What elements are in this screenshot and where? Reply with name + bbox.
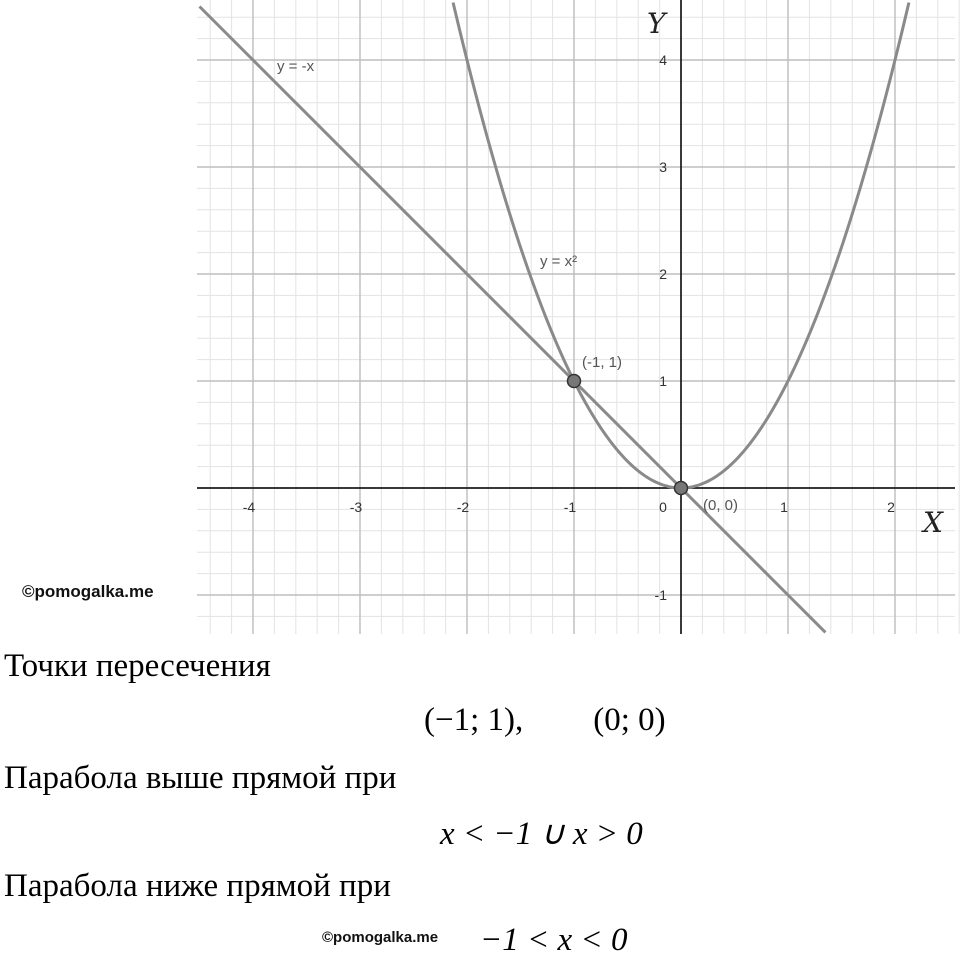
points	[568, 354, 739, 514]
y-tick-label: 2	[659, 266, 667, 282]
intersection-point	[675, 482, 688, 495]
series	[200, 3, 909, 633]
x-tick-label: -3	[349, 499, 363, 515]
y-tick-label: 3	[659, 159, 667, 175]
x-tick-label: -2	[456, 499, 470, 515]
heading-intersections: Точки пересечения	[4, 648, 271, 684]
answer-above: x < −1 ∪ x > 0	[440, 816, 643, 852]
point-label: (0, 0)	[703, 497, 739, 514]
x-tick-label: -1	[563, 499, 577, 515]
y-tick-label: -1	[654, 587, 667, 603]
x-tick-label: 0	[659, 499, 667, 515]
point-1: (−1; 1),	[424, 702, 524, 738]
series-label-parabola: y = x²	[540, 253, 578, 270]
grid-minor-lines	[197, 0, 959, 634]
heading-below: Парабола ниже прямой при	[4, 868, 391, 904]
x-axis-label: X	[923, 506, 943, 539]
x-tick-label: -4	[242, 499, 256, 515]
series-line-y-neg-x	[200, 7, 826, 633]
x-tick-label: 2	[887, 499, 895, 515]
y-tick-label: 1	[659, 373, 667, 389]
point-label: (-1, 1)	[582, 354, 623, 371]
answer-below: −1 < x < 0	[480, 922, 628, 958]
tick-labels	[243, 52, 895, 603]
watermark-top: ©pomogalka.me	[22, 582, 154, 601]
y-tick-label: 4	[659, 52, 667, 68]
intersection-points	[424, 702, 666, 739]
series-label-line: y = -x	[277, 58, 315, 75]
x-tick-label: 1	[780, 499, 788, 515]
heading-above: Парабола выше прямой при	[4, 760, 397, 796]
point-2: (0; 0)	[593, 702, 666, 738]
intersection-point	[568, 375, 581, 388]
y-axis-label: Y	[647, 7, 666, 40]
watermark-bottom: ©pomogalka.me	[322, 929, 439, 946]
